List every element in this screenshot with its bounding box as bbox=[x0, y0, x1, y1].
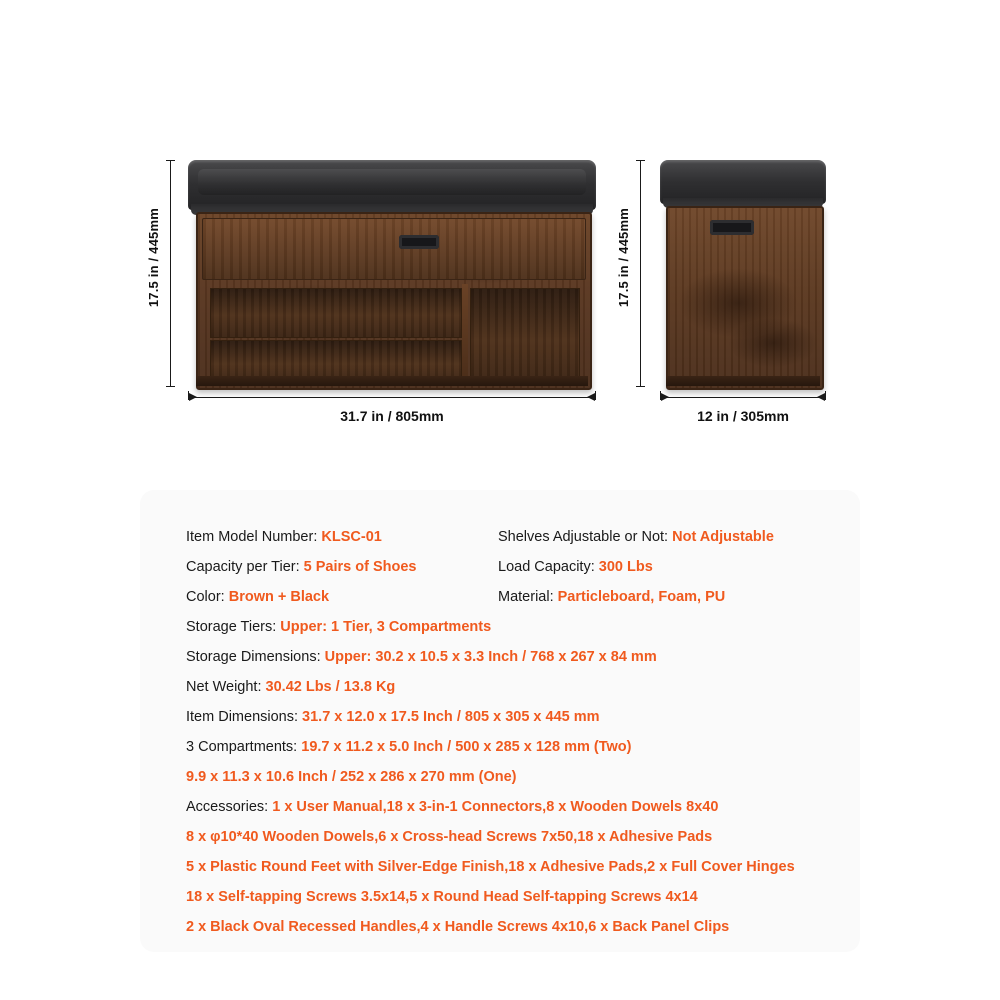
bench-body-front bbox=[196, 212, 592, 390]
specification-list bbox=[186, 522, 840, 942]
spec-label: Item Dimensions: bbox=[186, 709, 299, 725]
side-width-arrow-left bbox=[661, 393, 669, 401]
front-width-arrow-right bbox=[587, 393, 595, 401]
spec-value: 5 Pairs of Shoes bbox=[303, 559, 417, 575]
side-height-tick-bottom bbox=[636, 386, 645, 387]
spec-label: Storage Dimensions: bbox=[186, 649, 321, 665]
spec-value: KLSC-01 bbox=[321, 529, 382, 545]
spec-value: 9.9 x 11.3 x 10.6 Inch / 252 x 286 x 270 mm (One) bbox=[186, 769, 517, 785]
spec-label: Color: bbox=[186, 589, 225, 605]
bench-side-view bbox=[660, 160, 826, 386]
spec-label: 3 Compartments: bbox=[186, 739, 298, 755]
wood-grain bbox=[728, 318, 818, 368]
spec-value: 5 x Plastic Round Feet with Silver-Edge Finish,18 x Adhesive Pads,2 x Full Cover Hinges bbox=[186, 859, 795, 875]
spec-value: 2 x Black Oval Recessed Handles,4 x Handle Screws 4x10,6 x Back Panel Clips bbox=[186, 919, 730, 935]
spec-row bbox=[186, 522, 840, 552]
spec-cell bbox=[186, 552, 498, 582]
side-width-label: 12 in / 305mm bbox=[697, 408, 789, 424]
bench-plinth-side bbox=[666, 376, 820, 386]
bench-front-view bbox=[188, 160, 596, 386]
side-width-tick-right bbox=[825, 391, 826, 400]
spec-label: Load Capacity: bbox=[498, 559, 595, 575]
spec-row bbox=[186, 792, 840, 822]
front-width-arrow-left bbox=[189, 393, 197, 401]
specification-card bbox=[140, 490, 860, 952]
front-width-tick-right bbox=[595, 391, 596, 400]
spec-value: 31.7 x 12.0 x 17.5 Inch / 805 x 305 x 445 mm bbox=[302, 709, 600, 725]
spec-value: Particleboard, Foam, PU bbox=[557, 589, 726, 605]
spec-row bbox=[186, 612, 840, 642]
spec-value: Upper: 1 Tier, 3 Compartments bbox=[280, 619, 492, 635]
spec-value: 30.42 Lbs / 13.8 Kg bbox=[265, 679, 396, 695]
bench-cushion-front bbox=[188, 160, 596, 210]
front-height-label: 17.5 in / 445mm bbox=[146, 208, 161, 308]
side-handle-icon bbox=[710, 220, 754, 235]
side-height-tick-top bbox=[636, 160, 645, 161]
side-height-dimension-line bbox=[640, 160, 641, 386]
spec-cell bbox=[498, 552, 840, 582]
spec-cell bbox=[186, 522, 498, 552]
spec-row bbox=[186, 552, 840, 582]
spec-value: 18 x Self-tapping Screws 3.5x14,5 x Round Head Self-tapping Screws 4x14 bbox=[186, 889, 698, 905]
spec-row bbox=[186, 642, 840, 672]
spec-row-continuation bbox=[186, 822, 840, 852]
spec-value: 8 x φ10*40 Wooden Dowels,6 x Cross-head Screws 7x50,18 x Adhesive Pads bbox=[186, 829, 713, 845]
spec-value: Brown + Black bbox=[228, 589, 330, 605]
spec-cell bbox=[186, 582, 498, 612]
front-width-dimension-line bbox=[188, 397, 596, 398]
spec-label: Item Model Number: bbox=[186, 529, 318, 545]
spec-value: 1 x User Manual,18 x 3-in-1 Connectors,8 x Wooden Dowels 8x40 bbox=[272, 799, 719, 815]
shelf-compartment-left-upper bbox=[210, 288, 462, 338]
front-height-tick-top bbox=[166, 160, 175, 161]
spec-label: Capacity per Tier: bbox=[186, 559, 300, 575]
bench-drawer-front bbox=[202, 218, 586, 280]
shelf-divider bbox=[462, 284, 468, 384]
front-width-label: 31.7 in / 805mm bbox=[340, 408, 444, 424]
spec-label: Shelves Adjustable or Not: bbox=[498, 529, 669, 545]
spec-row-continuation bbox=[186, 882, 840, 912]
spec-value: 19.7 x 11.2 x 5.0 Inch / 500 x 285 x 128 mm (Two) bbox=[301, 739, 632, 755]
drawer-handle-icon bbox=[399, 235, 439, 249]
spec-row-continuation bbox=[186, 762, 840, 792]
spec-row-continuation bbox=[186, 912, 840, 942]
spec-row bbox=[186, 732, 840, 762]
wood-grain bbox=[678, 268, 798, 338]
spec-row-continuation bbox=[186, 852, 840, 882]
spec-label: Storage Tiers: bbox=[186, 619, 277, 635]
front-height-dimension-line bbox=[170, 160, 171, 386]
spec-value: Not Adjustable bbox=[672, 529, 774, 545]
spec-row bbox=[186, 702, 840, 732]
spec-row bbox=[186, 672, 840, 702]
spec-value: Upper: 30.2 x 10.5 x 3.3 Inch / 768 x 267 x 84 mm bbox=[324, 649, 657, 665]
side-width-arrow-right bbox=[817, 393, 825, 401]
bench-plinth-front bbox=[196, 376, 588, 386]
spec-cell bbox=[498, 522, 840, 552]
spec-label: Net Weight: bbox=[186, 679, 262, 695]
shelf-compartment-right bbox=[470, 288, 580, 384]
bench-body-side bbox=[666, 206, 824, 390]
product-illustration bbox=[0, 0, 1000, 470]
spec-cell bbox=[498, 582, 840, 612]
spec-row bbox=[186, 582, 840, 612]
side-height-label: 17.5 in / 445mm bbox=[616, 208, 631, 308]
front-height-tick-bottom bbox=[166, 386, 175, 387]
spec-value: 300 Lbs bbox=[598, 559, 653, 575]
spec-label: Material: bbox=[498, 589, 554, 605]
side-width-dimension-line bbox=[660, 397, 826, 398]
spec-label: Accessories: bbox=[186, 799, 269, 815]
